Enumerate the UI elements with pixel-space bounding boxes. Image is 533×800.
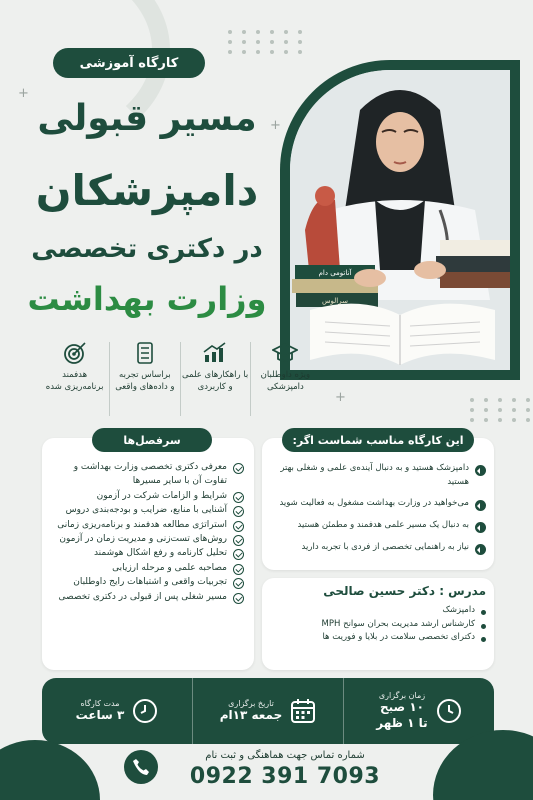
- contact-phone[interactable]: 0922 391 7093: [189, 764, 381, 789]
- feature-line: ویژه داوطلبان: [260, 370, 311, 380]
- hero-photo: [290, 70, 510, 370]
- list-item: معرفی دکتری تخصصی وزارت بهداشت و تفاوت آن با سایر مسیرها: [50, 460, 244, 489]
- list-item: تحلیل کارنامه و رفع اشکال هوشمند: [50, 546, 244, 560]
- phone-icon[interactable]: [124, 750, 158, 784]
- list-item: می‌خواهید در وزارت بهداشت مشغول به فعالیت شوید: [270, 497, 486, 511]
- list-item: آشنایی با منابع، ضرایب و بودجه‌بندی دروس: [50, 503, 244, 517]
- list-item: استراتژی مطالعه هدفمند و برنامه‌ریزی زمانی: [50, 518, 244, 532]
- feature-line: برنامه‌ریزی شده: [45, 382, 104, 393]
- check-icon: [233, 506, 244, 517]
- title-line-4: وزارت بهداشت: [27, 280, 267, 318]
- feature-line: با راهکارهای علمی: [181, 370, 249, 380]
- duration-value: ۳ ساعت: [75, 707, 125, 722]
- check-icon: [233, 578, 244, 589]
- check-icon: [233, 463, 244, 474]
- title-line-1: مسیر قبولی: [37, 98, 257, 139]
- feature-item: [250, 342, 320, 416]
- bullet-icon: [481, 624, 486, 629]
- decorative-dots: [228, 30, 306, 54]
- info-bar: [42, 678, 494, 744]
- list-item: مصاحبه علمی و مرحله ارزیابی: [50, 561, 244, 575]
- bullet-icon: [481, 637, 486, 642]
- check-icon: [233, 564, 244, 575]
- title-line-2: دامپزشکان: [35, 166, 259, 215]
- book-spine-text: آناتومی دام: [318, 269, 352, 277]
- contact-label: شماره تماس جهت هماهنگی و ثبت نام: [205, 750, 365, 761]
- title-line-3: در دکتری تخصصی: [31, 234, 263, 264]
- check-icon: [233, 549, 244, 560]
- bullet-icon: [481, 610, 486, 615]
- calendar-icon: [290, 698, 316, 724]
- decorative-arc: [0, 740, 100, 800]
- phone-handset-icon: [132, 758, 150, 776]
- plus-icon: +: [270, 118, 281, 133]
- time-value-1: ۱۰ صبح: [380, 699, 424, 714]
- time-value-2: تا ۱ ظهر: [376, 715, 428, 730]
- date-value: جمعه ۱۳ام: [219, 707, 283, 722]
- teacher-header: [270, 584, 486, 598]
- list-item: روش‌های تست‌زنی و مدیریت زمان در آزمون: [50, 532, 244, 546]
- book-spine-text: سرالوس: [322, 297, 348, 305]
- date-label: تاریخ برگزاری: [228, 698, 274, 708]
- feature-line: و داده‌های واقعی: [115, 382, 175, 393]
- plus-icon: +: [18, 86, 29, 101]
- hero-photo-frame: [280, 60, 520, 380]
- info-time: [343, 678, 494, 744]
- arrow-bullet-icon: [475, 465, 486, 476]
- list-item: دامپزشک: [270, 604, 486, 618]
- list-item: کارشناس ارشد مدیریت بحران سوانح MPH: [270, 618, 486, 632]
- plus-icon: +: [335, 390, 346, 405]
- feature-item: [40, 342, 109, 416]
- growth-chart-icon: [202, 342, 228, 364]
- arrow-bullet-icon: [475, 500, 486, 511]
- suitable-heading: این کارگاه مناسب شماست اگر:: [282, 428, 474, 452]
- arrow-bullet-icon: [475, 544, 486, 555]
- feature-line: براساس تجربه: [119, 370, 171, 380]
- feature-line: هدفمند: [62, 370, 88, 380]
- check-icon: [233, 492, 244, 503]
- suitable-list: [270, 462, 486, 555]
- list-item: مسیر شغلی پس از قبولی در دکتری تخصصی: [50, 590, 244, 604]
- features-row: [40, 342, 320, 416]
- clock-icon: [436, 698, 462, 724]
- check-icon: [233, 521, 244, 532]
- arrow-bullet-icon: [475, 522, 486, 533]
- info-date: [192, 678, 343, 744]
- duration-label: مدت کارگاه: [80, 698, 120, 708]
- list-item: نیاز به راهنمایی تخصصی از فردی با تجربه دارید: [270, 541, 486, 555]
- graduation-cap-icon: [272, 342, 298, 364]
- teacher-name: دکتر حسین صالحی: [323, 584, 435, 598]
- feature-line: دامپزشکی: [266, 382, 304, 393]
- list-item: شرایط و الزامات شرکت در آزمون: [50, 489, 244, 503]
- list-item: دامپزشک هستید و به دنبال آینده‌ی علمی و شغلی بهتر هستید: [270, 462, 486, 489]
- feature-item: [180, 342, 250, 416]
- info-duration: [42, 678, 192, 744]
- checklist-icon: [132, 342, 158, 364]
- veterinarian-studying-illustration: [290, 70, 510, 370]
- decorative-dots: [470, 398, 533, 422]
- list-item: تجربیات واقعی و اشتباهات رایج داوطلبان: [50, 575, 244, 589]
- check-icon: [233, 535, 244, 546]
- list-item: به دنبال یک مسیر علمی هدفمند و مطمئن هستید: [270, 519, 486, 533]
- workshop-badge: کارگاه آموزشی: [53, 48, 205, 78]
- syllabus-list: [50, 460, 244, 604]
- feature-item: [109, 342, 179, 416]
- list-item: دکترای تخصصی سلامت در بلایا و فوریت ها: [270, 631, 486, 645]
- target-icon: [62, 342, 88, 364]
- teacher-label: مدرس :: [439, 584, 486, 598]
- teacher-credentials: [270, 604, 486, 645]
- feature-line: و کاربردی: [197, 382, 233, 393]
- time-label: زمان برگزاری: [378, 690, 426, 700]
- timer-icon: [132, 698, 158, 724]
- check-icon: [233, 593, 244, 604]
- syllabus-heading: سرفصل‌ها: [92, 428, 212, 452]
